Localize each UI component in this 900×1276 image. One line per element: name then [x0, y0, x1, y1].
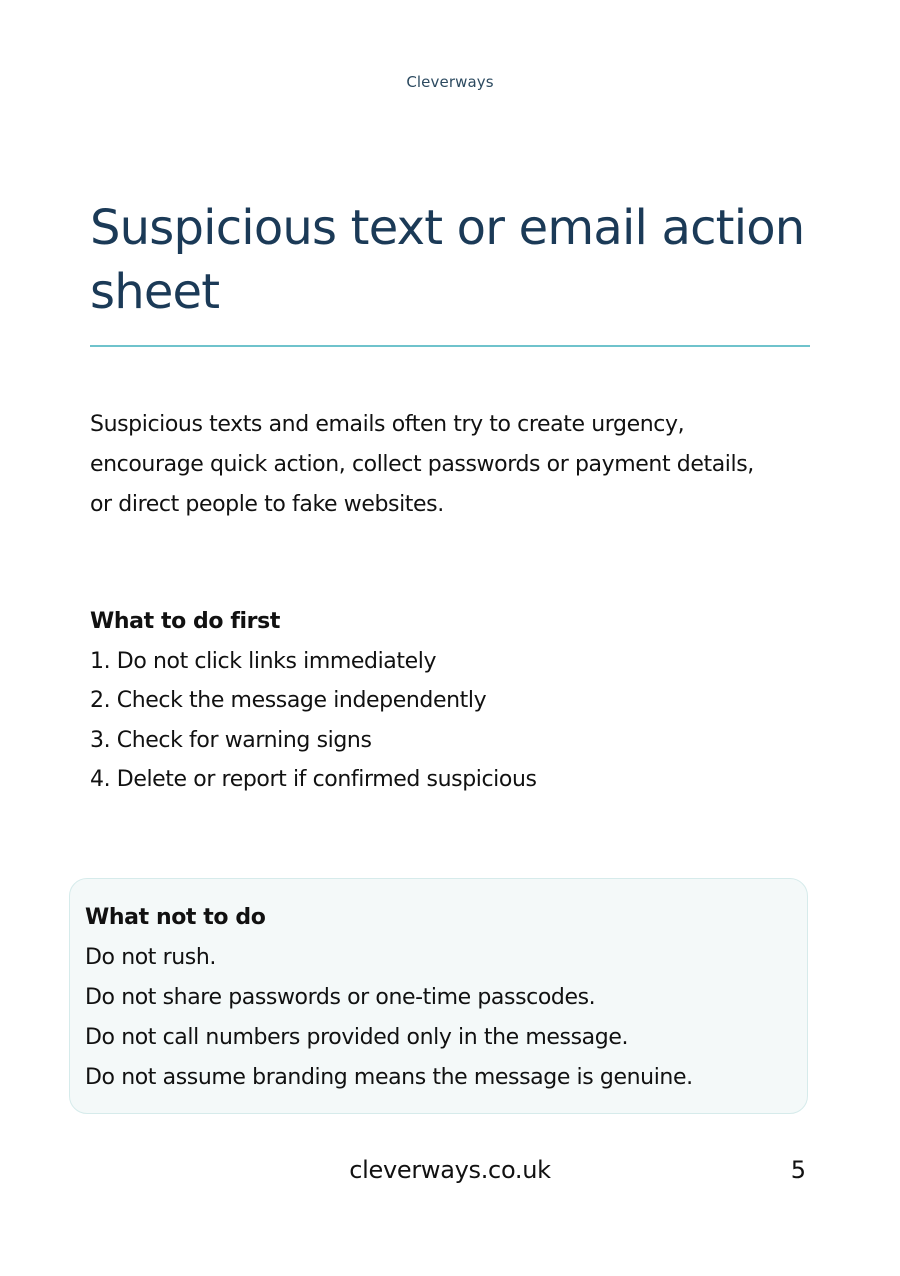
what-not-to-do-content	[85, 898, 795, 1098]
what-not-to-do-item: Do not rush.	[85, 945, 217, 970]
intro-line: or direct people to fake websites.	[90, 492, 444, 517]
page-title-line: Suspicious text or email action	[90, 200, 805, 256]
first-steps-item: 1. Do not click links immediately	[90, 648, 437, 674]
what-not-to-do-box	[69, 878, 808, 1114]
page-title-line: sheet	[90, 264, 220, 320]
page-number: 5	[790, 1156, 806, 1184]
intro-line: encourage quick action, collect passwords or payment details,	[90, 452, 754, 477]
first-steps-item: 4. Delete or report if confirmed suspicious	[90, 767, 537, 792]
title-divider	[90, 345, 810, 347]
first-steps-item: 3. Check for warning signs	[90, 727, 372, 753]
what-not-to-do-heading: What not to do	[85, 905, 266, 930]
footer-website: cleverways.co.uk	[349, 1156, 551, 1184]
what-not-to-do-item: Do not assume branding means the message is genuine.	[85, 1065, 693, 1090]
intro-line: Suspicious texts and emails often try to create urgency,	[90, 412, 685, 437]
what-not-to-do-item: Do not share passwords or one-time passcodes.	[85, 985, 596, 1010]
first-steps-item: 2. Check the message independently	[90, 688, 487, 713]
what-not-to-do-item: Do not call numbers provided only in the message.	[85, 1025, 629, 1050]
first-steps-heading: What to do first	[90, 609, 280, 634]
page-title	[90, 196, 810, 324]
header-brand: Cleverways	[406, 73, 494, 91]
first-steps-section	[90, 602, 810, 800]
intro-paragraph	[90, 405, 810, 525]
